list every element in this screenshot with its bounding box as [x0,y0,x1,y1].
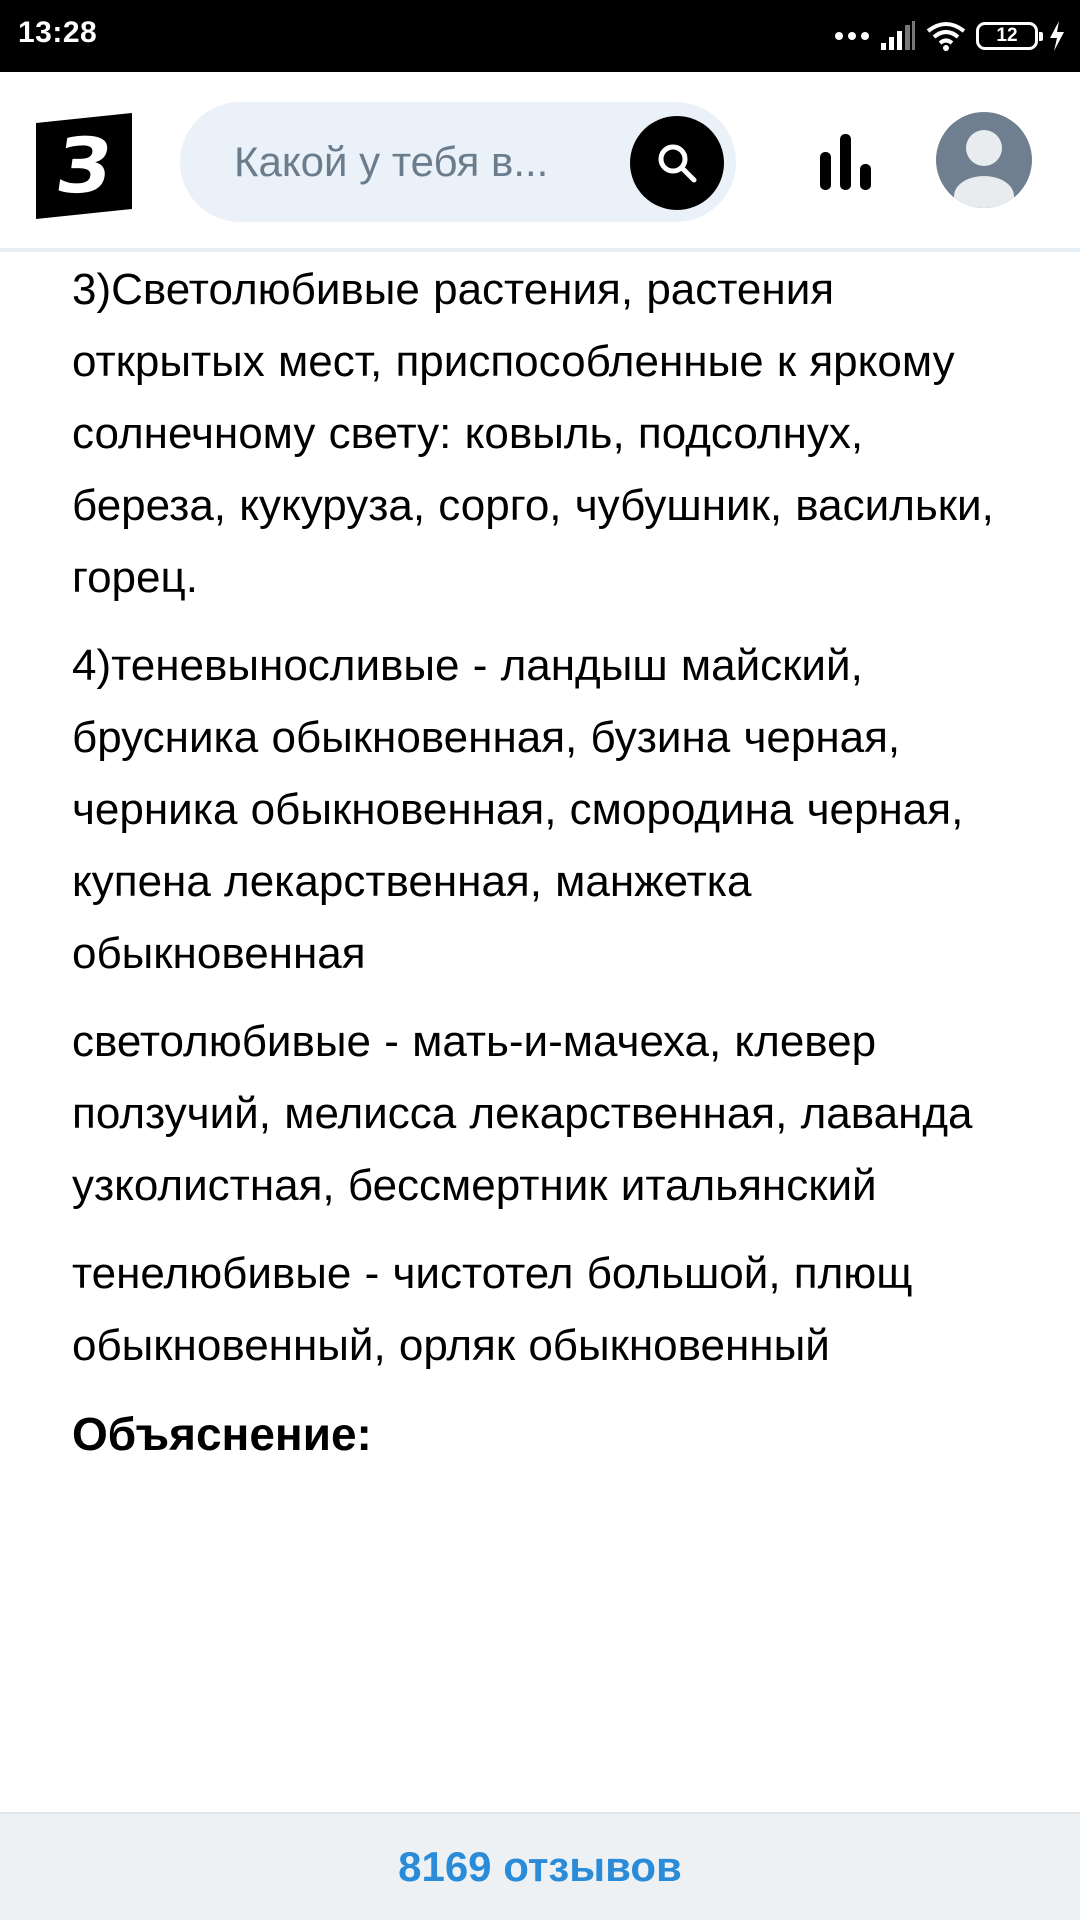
explanation-heading: Объяснение: [72,1408,372,1460]
answer-content [72,254,1022,1470]
status-icons [834,0,1066,72]
app-header [0,72,1080,252]
footer-bar [0,1812,1080,1920]
stats-icon[interactable] [816,134,876,190]
avatar[interactable] [936,112,1032,208]
search-button[interactable] [630,116,724,210]
wifi-icon [926,21,966,51]
search-input[interactable] [234,102,614,222]
signal-icon [880,21,916,51]
search-icon [655,141,699,185]
avatar-icon [936,112,1032,208]
logo-text: З [50,121,118,210]
reviews-link[interactable]: 8169 отзывов [398,1843,682,1890]
logo[interactable] [36,113,132,219]
battery-icon [976,22,1038,50]
status-bar [0,0,1080,72]
dots-icon [834,31,870,41]
answer-paragraph: 4)теневыносливые - ландыш майский, брусника обыкновенная, бузина черная, черника обыкновенная, смородина черная, купена лекарственная, манжетка обыкновенная [72,641,964,978]
battery-level: 12 [996,25,1018,46]
answer-paragraph: светолюбивые - мать-и-мачеха, клевер ползучий, мелисса лекарственная, лаванда узколистная, бессмертник итальянский [72,1017,973,1210]
charging-icon [1048,21,1066,51]
answer-paragraph: 3)Светолюбивые растения, растения открытых мест, приспособленные к яркому солнечному свету: ковыль, подсолнух, береза, кукуруза, сорго, чубушник, васильки, горец. [72,265,994,602]
status-time: 13:28 [18,16,98,49]
answer-paragraph: тенелюбивые - чистотел большой, плющ обыкновенный, орляк обыкновенный [72,1249,913,1370]
search-box [180,102,736,222]
